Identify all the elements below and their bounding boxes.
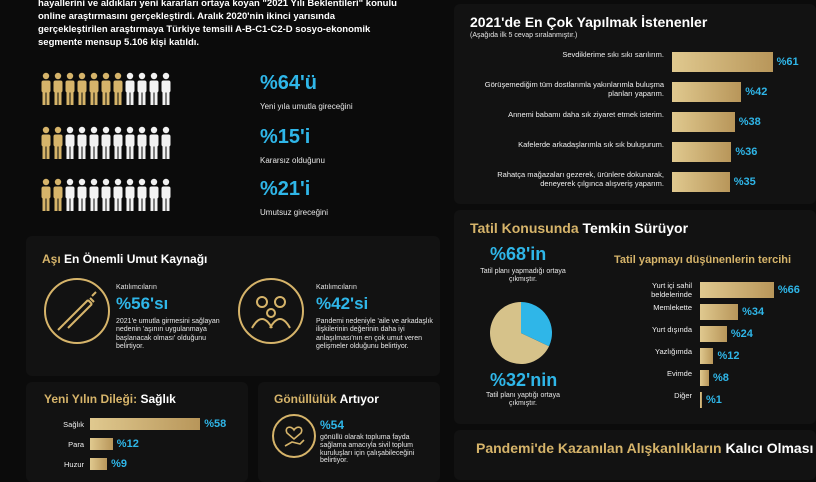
pref-title: Tatil yapmayı düşünenlerin tercihi — [614, 254, 792, 266]
person-icon — [124, 72, 134, 106]
people-row-hopeless — [40, 178, 172, 212]
wish-row — [90, 438, 139, 450]
pandemic-title-part1: Pandemi'de Kazanılan Alışkanlıkların — [476, 440, 722, 456]
top-wants-subtitle: (Aşağıda ilk 5 cevap sıralanmıştır.) — [470, 32, 578, 39]
vaccine-left-pct: %56'sı — [116, 294, 169, 313]
pref-row — [700, 392, 722, 408]
want-bar — [672, 112, 735, 132]
vaccine-right-pre: Katılımcıların — [316, 284, 357, 291]
person-icon — [64, 126, 74, 160]
want-value: %35 — [733, 176, 756, 188]
person-icon — [160, 178, 170, 212]
plan-pct: %32'nin — [490, 370, 558, 390]
pref-label: Yurt içi sahil beldelerinde — [651, 281, 692, 299]
person-icon — [88, 178, 98, 212]
want-bar — [672, 52, 773, 72]
want-row — [672, 52, 799, 72]
pandemic-title — [476, 440, 813, 456]
plan-text: Tatil planı yaptığı ortaya çıkmıştır. — [486, 392, 560, 408]
wish-label: Para — [68, 440, 84, 449]
volunteer-panel — [258, 382, 440, 482]
person-icon — [124, 178, 134, 212]
wish-row — [90, 458, 127, 470]
family-icon — [238, 278, 304, 344]
want-label: Kafelerde arkadaşlarımla sık sık buluşurum. — [518, 140, 664, 149]
person-icon — [40, 178, 50, 212]
volunteer-title — [274, 392, 379, 406]
wish-title — [44, 392, 176, 406]
pref-label: Evimde — [666, 369, 692, 378]
person-icon — [148, 72, 158, 106]
person-icon — [52, 72, 62, 106]
pref-value: %1 — [706, 394, 722, 406]
people-row-hopeful — [40, 72, 172, 106]
want-value: %36 — [735, 146, 758, 158]
people-row-undecided — [40, 126, 172, 160]
undecided-pct: %15'i — [260, 126, 311, 148]
pref-bar — [700, 326, 727, 342]
person-icon — [100, 178, 110, 212]
want-bar — [672, 142, 731, 162]
wish-row — [90, 418, 226, 430]
person-icon — [52, 178, 62, 212]
pref-bar — [700, 348, 713, 364]
pref-bar — [700, 282, 774, 298]
vaccine-panel — [26, 236, 440, 376]
pref-row — [700, 304, 764, 320]
wish-panel — [26, 382, 248, 482]
want-label: Sevdiklerime sıkı sıkı sarılırım. — [562, 50, 664, 59]
heart-hand-icon — [272, 414, 316, 458]
wish-title-part2: Sağlık — [140, 392, 176, 406]
person-icon — [40, 72, 50, 106]
person-icon — [112, 72, 122, 106]
person-icon — [148, 178, 158, 212]
holiday-pie-chart — [488, 300, 554, 366]
pref-label: Yazlığımda — [655, 347, 692, 356]
person-icon — [76, 178, 86, 212]
holiday-panel — [454, 210, 816, 424]
person-icon — [112, 126, 122, 160]
want-row — [672, 82, 767, 102]
pref-value: %8 — [712, 372, 729, 384]
no-plan-pct: %68'in — [490, 244, 547, 264]
pref-row — [700, 282, 800, 298]
pref-row — [700, 326, 753, 342]
pref-bar — [700, 392, 702, 408]
wish-bar — [90, 458, 107, 470]
hope-pct: %64'ü — [260, 72, 318, 94]
top-wants-panel — [454, 4, 816, 204]
person-icon — [76, 72, 86, 106]
intro-line: gerçekleştirilen araştırmaya Türkiye temsili A-B-C1-C2-D sosyo-ekonomik — [38, 24, 371, 35]
person-icon — [136, 72, 146, 106]
holiday-title — [470, 220, 688, 236]
person-icon — [100, 72, 110, 106]
want-value: %61 — [776, 56, 799, 68]
wish-value: %58 — [204, 418, 227, 430]
pref-value: %12 — [717, 350, 740, 362]
no-plan-text: Tatil planı yapmadığı ortaya çıkmıştır. — [480, 268, 566, 284]
syringe-icon — [44, 278, 110, 344]
want-row — [672, 172, 756, 192]
pref-row — [700, 348, 739, 364]
person-icon — [40, 126, 50, 160]
pref-bar — [700, 370, 709, 386]
pref-row — [700, 370, 729, 386]
person-icon — [88, 126, 98, 160]
person-icon — [64, 178, 74, 212]
person-icon — [160, 126, 170, 160]
person-icon — [100, 126, 110, 160]
person-icon — [124, 126, 134, 160]
vaccine-title-part1: Aşı — [42, 252, 61, 266]
hopeless-label: Umutsuz gireceğini — [260, 208, 329, 217]
wish-title-part1: Yeni Yılın Dileği: — [44, 392, 138, 406]
vaccine-title-part2: En Önemli Umut Kaynağı — [64, 252, 208, 266]
volunteer-pct: %54 — [320, 418, 345, 432]
wish-value: %9 — [111, 458, 127, 470]
person-icon — [136, 178, 146, 212]
want-label: Görüşemediğim tüm dostlarımla yakınlarımla buluşma planları yaparım. — [484, 80, 664, 98]
vaccine-right-text: Pandemi nedeniyle 'aile ve arkadaşlık ilişkilerinin değerinin daha iyi anlaşılması'nın en çok umut veren gelişmeler olduğunu belirtiyor. — [316, 318, 433, 351]
pref-label: Yurt dışında — [651, 325, 692, 334]
intro-line: online araştırmasını gerçekleştirdi. Aralık 2020'nin ikinci yarısında — [38, 11, 336, 22]
want-label: Rahatça mağazaları gezerek, ürünlere dokunarak, deneyerek çılgınca alışveriş yaparım. — [497, 170, 664, 188]
want-bar — [672, 82, 741, 102]
wish-bar — [90, 418, 200, 430]
holiday-title-part1: Tatil Konusunda — [470, 220, 579, 236]
want-value: %38 — [738, 116, 761, 128]
hopeless-pct: %21'i — [260, 178, 311, 200]
pref-label: Diğer — [674, 391, 692, 400]
intro-line: segmente mensup 5.106 kişi katıldı. — [38, 37, 200, 48]
want-bar — [672, 172, 730, 192]
hope-section — [40, 72, 440, 232]
pref-label: Memlekette — [653, 303, 692, 312]
wish-label: Sağlık — [63, 420, 84, 429]
person-icon — [64, 72, 74, 106]
pref-value: %66 — [777, 284, 800, 296]
hope-label: Yeni yıla umutla gireceğini — [260, 102, 353, 111]
want-value: %42 — [745, 86, 768, 98]
wish-bar — [90, 438, 113, 450]
want-row — [672, 142, 757, 162]
volunteer-title-part1: Gönüllülük — [274, 392, 337, 406]
person-icon — [76, 126, 86, 160]
vaccine-right-pct: %42'si — [316, 294, 369, 313]
want-row — [672, 112, 761, 132]
volunteer-title-part2: Artıyor — [339, 392, 379, 406]
undecided-label: Kararsız olduğunu — [260, 156, 325, 165]
vaccine-title — [42, 252, 207, 266]
person-icon — [112, 178, 122, 212]
intro-line: hayallerini ve aldıkları yeni kararları ortaya koyan "2021 Yılı Beklentileri" konulu — [38, 0, 397, 9]
person-icon — [148, 126, 158, 160]
vaccine-left-pre: Katılımcıların — [116, 284, 157, 291]
person-icon — [136, 126, 146, 160]
volunteer-text: gönüllü olarak topluma fayda sağlama amacıyla sivil toplum kuruluşları için çalışabileceğini belirtiyor. — [320, 434, 415, 465]
pref-value: %34 — [742, 306, 765, 318]
pref-value: %24 — [730, 328, 753, 340]
intro-text — [38, 0, 438, 49]
wish-value: %12 — [116, 438, 139, 450]
pref-bar — [700, 304, 738, 320]
person-icon — [52, 126, 62, 160]
wish-label: Huzur — [63, 460, 84, 469]
holiday-title-part2: Temkin Sürüyor — [582, 220, 689, 236]
top-wants-title: 2021'de En Çok Yapılmak İstenenler — [470, 14, 708, 30]
want-label: Annemi babamı daha sık ziyaret etmek isterim. — [508, 110, 664, 119]
pandemic-title-part2: Kalıcı Olması — [725, 440, 814, 456]
vaccine-left-text: 2021'e umutla girmesini sağlayan nedenin 'aşının uygulanmaya başlanacak olması' olduğunu belirtiyor. — [116, 318, 220, 351]
person-icon — [160, 72, 170, 106]
person-icon — [88, 72, 98, 106]
